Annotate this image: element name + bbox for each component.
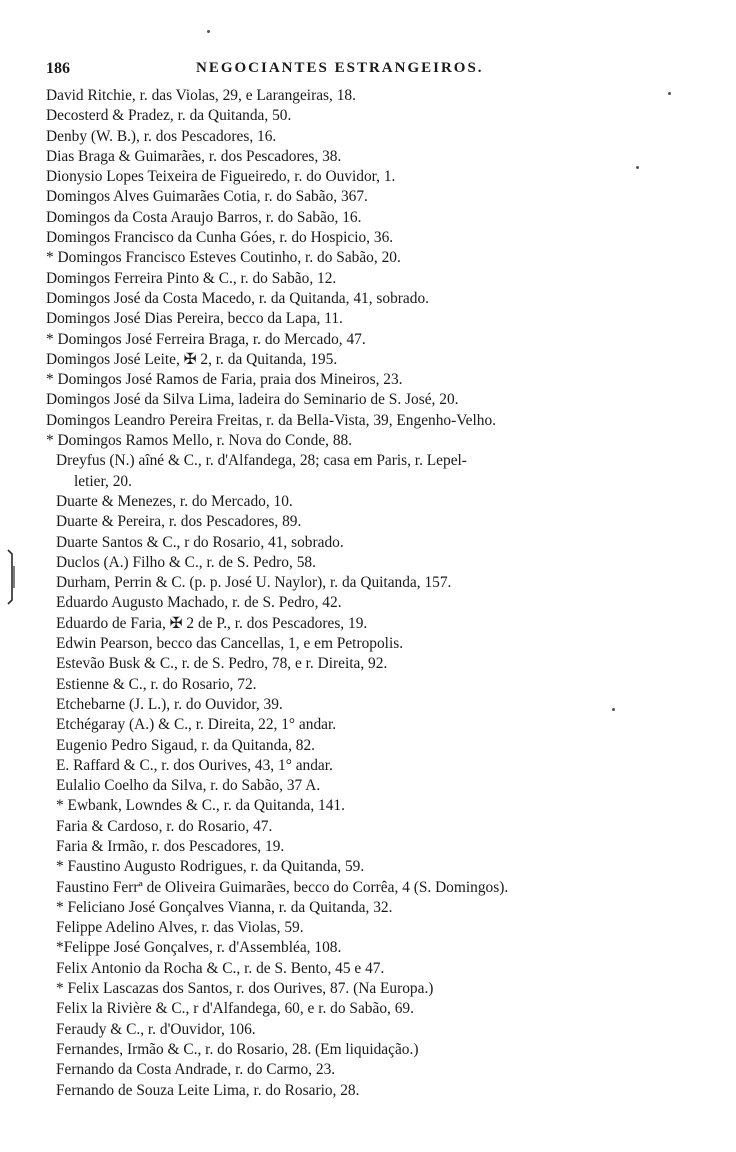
list-item-wrapped xyxy=(46,451,674,492)
list-item: Fernando da Costa Andrade, r. do Carmo, 23. xyxy=(56,1061,336,1079)
list-item: Duclos (A.) Filho & C., r. de S. Pedro, 58. xyxy=(56,553,316,571)
list-item: Edwin Pearson, becco das Cancellas, 1, e em Petropolis. xyxy=(56,635,404,653)
list-item: Eugenio Pedro Sigaud, r. da Quitanda, 82. xyxy=(56,736,316,754)
list-item: Fernando de Souza Leite Lima, r. do Rosario, 28. xyxy=(56,1081,360,1099)
list-item: Etchégaray (A.) & C., r. Direita, 22, 1° andar. xyxy=(56,716,337,734)
list-item: * Domingos José Ferreira Braga, r. do Mercado, 47. xyxy=(46,330,366,348)
speck xyxy=(207,30,210,33)
list-item: Domingos da Costa Araujo Barros, r. do Sabão, 16. xyxy=(46,208,362,226)
list-item: Felix Antonio da Rocha & C., r. de S. Bento, 45 e 47. xyxy=(56,959,385,977)
list-item: Eulalio Coelho da Silva, r. do Sabão, 37 A. xyxy=(56,777,321,795)
list-item: Domingos Leandro Pereira Freitas, r. da Bella-Vista, 39, Engenho-Velho. xyxy=(46,411,496,429)
list-item-continuation: letier, 20. xyxy=(74,472,132,490)
speck xyxy=(636,166,639,169)
list-item: * Domingos Francisco Esteves Coutinho, r. do Sabão, 20. xyxy=(46,249,401,267)
list-item: Duarte & Pereira, r. dos Pescadores, 89. xyxy=(56,513,302,531)
list-item: Domingos José da Silva Lima, ladeira do Seminario de S. José, 20. xyxy=(46,391,459,409)
list-item: Dias Braga & Guimarães, r. dos Pescadores, 38. xyxy=(46,147,342,165)
list-item: Durham, Perrin & C. (p. p. José U. Naylor), r. da Quitanda, 157. xyxy=(56,574,452,592)
list-item: Domingos José Dias Pereira, becco da Lapa, 11. xyxy=(46,310,343,328)
list-item: Domingos Francisco da Cunha Góes, r. do Hospicio, 36. xyxy=(46,229,394,247)
list-item: Eduardo de Faria, ✠ 2 de P., r. dos Pescadores, 19. xyxy=(56,614,368,632)
list-item: Eduardo Augusto Machado, r. de S. Pedro, 42. xyxy=(56,594,342,612)
list-item: Estienne & C., r. do Rosario, 72. xyxy=(56,675,257,693)
list-item: * Feliciano José Gonçalves Vianna, r. da Quitanda, 32. xyxy=(56,898,393,916)
list-item: Faria & Irmão, r. dos Pescadores, 19. xyxy=(56,837,285,855)
list-item: Faria & Cardoso, r. do Rosario, 47. xyxy=(56,817,273,835)
list-item: Decosterd & Pradez, r. da Quitanda, 50. xyxy=(46,107,292,125)
speck xyxy=(612,708,615,711)
list-item: * Ewbank, Lowndes & C., r. da Quitanda, 141. xyxy=(56,797,345,815)
list-item: *Felippe José Gonçalves, r. d'Assembléa, 108. xyxy=(56,939,342,957)
list-item: Etchebarne (J. L.), r. do Ouvidor, 39. xyxy=(56,695,283,713)
list-item: Feraudy & C., r. d'Ouvidor, 106. xyxy=(56,1020,256,1038)
list-item: Fernandes, Irmão & C., r. do Rosario, 28. (Em liquidação.) xyxy=(56,1040,419,1058)
list-item: Domingos Alves Guimarães Cotia, r. do Sabão, 367. xyxy=(46,188,368,206)
list-item: Denby (W. B.), r. dos Pescadores, 16. xyxy=(46,127,277,145)
list-item: Estevão Busk & C., r. de S. Pedro, 78, e r. Direita, 92. xyxy=(56,655,388,673)
list-item: Duarte Santos & C., r do Rosario, 41, sobrado. xyxy=(56,533,344,551)
list-item: * Felix Lascazas dos Santos, r. dos Ourives, 87. (Na Europa.) xyxy=(56,980,434,998)
list-item: Faustino Ferrª de Oliveira Guimarães, becco do Corrêa, 4 (S. Domingos). xyxy=(56,878,509,896)
page-number: 186 xyxy=(46,60,70,77)
list-item: * Domingos José Ramos de Faria, praia dos Mineiros, 23. xyxy=(46,371,403,389)
list-item: Domingos José Leite, ✠ 2, r. da Quitanda, 195. xyxy=(46,350,338,368)
list-item: Felippe Adelino Alves, r. das Violas, 59. xyxy=(56,919,304,937)
list-item: Domingos José da Costa Macedo, r. da Quitanda, 41, sobrado. xyxy=(46,289,429,307)
speck xyxy=(668,92,671,95)
list-item: Felix la Rivière & C., r d'Alfandega, 60, e r. do Sabão, 69. xyxy=(56,1000,414,1018)
margin-bracket-mark xyxy=(6,548,16,606)
list-item: * Domingos Ramos Mello, r. Nova do Conde, 88. xyxy=(46,432,353,450)
list-item: Duarte & Menezes, r. do Mercado, 10. xyxy=(56,492,293,510)
list-item: Dionysio Lopes Teixeira de Figueiredo, r. do Ouvidor, 1. xyxy=(46,168,396,186)
directory-list xyxy=(46,86,686,1101)
list-item: Domingos Ferreira Pinto & C., r. do Sabão, 12. xyxy=(46,269,337,287)
list-item: E. Raffard & C., r. dos Ourives, 43, 1° andar. xyxy=(56,756,333,774)
running-title: NEGOCIANTES ESTRANGEIROS. xyxy=(196,60,484,76)
list-item-line: Dreyfus (N.) aîné & C., r. d'Alfandega, 28; casa em Paris, r. Lepel- xyxy=(56,452,467,470)
page-header xyxy=(46,60,546,82)
list-item: * Faustino Augusto Rodrigues, r. da Quitanda, 59. xyxy=(56,858,365,876)
list-item: David Ritchie, r. das Violas, 29, e Larangeiras, 18. xyxy=(46,87,356,104)
